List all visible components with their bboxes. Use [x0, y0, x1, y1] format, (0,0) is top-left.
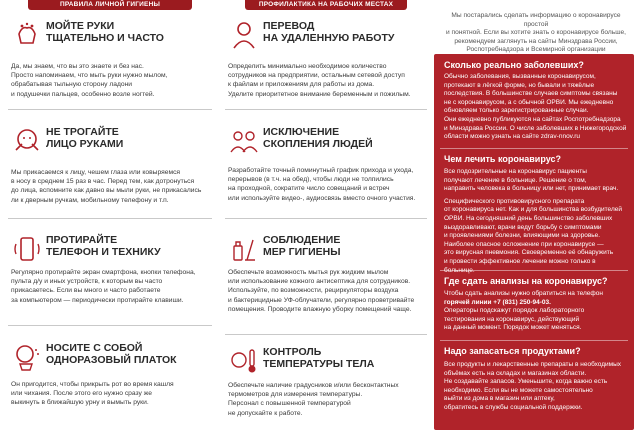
answer-line: необходимо. Если вы не можете самостоятельно [444, 386, 593, 394]
face-touch-icon [12, 126, 42, 156]
workplace-item-no-crowds [225, 120, 427, 206]
body-line: и подушечки пальцев, особенно возле ногтей. [11, 90, 155, 98]
body-line: Определить минимально необходимое количество [228, 63, 387, 70]
body-line: пульта д/у и иных устройств, к которым вы часто [11, 278, 163, 286]
body-line: не допускайте к работе. [228, 409, 303, 417]
body-line: Используйте, по возможности, рециркуляторы воздуха [228, 287, 399, 295]
body-line: термометров для измерения температуры. [228, 391, 363, 399]
left-column-header: ПРАВИЛА ЛИЧНОЙ ГИГИЕНЫ [28, 0, 192, 10]
panel-divider [440, 148, 628, 149]
hygiene-item-tissue [8, 336, 212, 426]
workplace-item-body [228, 62, 425, 99]
hotline-phone: горячей линии +7 (831) 250-94-03. [444, 298, 551, 306]
body-line: Разработайте точный поминутный график прихода и ухода, [228, 167, 414, 174]
body-line: Персонал с повышенной температурой [228, 400, 351, 408]
answer-line: не с коронавирусом, а с обычной ОРВИ. Мы ежедневно [444, 98, 614, 106]
hygiene-item-body [11, 168, 210, 205]
workplace-item-body [228, 268, 425, 314]
thermometer-icon [229, 346, 259, 376]
answer-line: Обычно заболевания, вызванные коронавирусом, [444, 73, 596, 80]
answer-line: ОРВИ. На сегодняшний день большинство заболевших [444, 214, 613, 222]
answer-line: обратитесь в службы социальной поддержки. [444, 403, 583, 411]
remote-worker-icon [229, 20, 259, 50]
answer-line: Наиболее опасное осложнение при коронавирусе — [444, 240, 604, 248]
answer-line: направить человека в больницу или нет, принимает врач. [444, 185, 619, 193]
hands-wash-icon [12, 20, 42, 50]
hygiene-item-title-line1: МОЙТЕ РУКИ [46, 20, 115, 32]
answer-line: Они ежедневно публикуются на сайтах Роспотребнадзора [444, 115, 621, 123]
faq-answer [444, 361, 628, 413]
workplace-item-title-line2: МЕР ГИГИЕНЫ [263, 246, 341, 258]
body-line: Регулярно протирайте экран смартфона, кнопки телефона, [11, 269, 196, 276]
faq-question: Где сдать анализы на коронавирус? [444, 276, 608, 286]
workplace-item-hygiene [225, 228, 427, 328]
faq-panel [434, 54, 634, 430]
answer-line: получают лечение в больнице. Решение о том, [444, 176, 587, 184]
hygiene-item-no-face [8, 120, 212, 206]
body-line: помещения. Проводите влажную уборку помещений чаще. [228, 305, 412, 313]
answer-line: на данный момент. Порядок может меняться. [444, 324, 582, 332]
answer-line: от коронавируса нет. Как и для большинства возбудителей [444, 206, 622, 214]
body-line: перерывов (в т.ч. на обед), чтобы люди не толпились [228, 176, 394, 184]
divider [225, 334, 427, 335]
body-line: в носу в среднем 15 раз в час. Перед тем, как дотронуться [11, 178, 195, 186]
workplace-item-title-line1: ИСКЛЮЧЕНИЕ [263, 126, 340, 138]
body-line: Обеспечьте возможность мытья рук жидким мылом [228, 269, 389, 276]
faq-answer [444, 290, 628, 333]
phone-wipe-icon [12, 234, 42, 264]
workplace-item-title-line1: КОНТРОЛЬ [263, 346, 322, 358]
hygiene-item-body [11, 62, 210, 99]
workplace-item-body [228, 166, 425, 203]
divider [8, 109, 212, 110]
body-line: и бактерицидные УФ-облучатели, регулярно проветривайте [228, 296, 415, 304]
body-line: сотрудников на предприятии, остальным сетевой доступ [228, 72, 405, 80]
divider [225, 218, 427, 219]
hygiene-item-title-line1: НОСИТЕ С СОБОЙ [46, 342, 143, 354]
body-line: до лица, вспомните как давно вы мыли руки, не прикасались [11, 187, 202, 195]
no-crowd-icon [229, 126, 259, 156]
body-line: прикасаетесь. Если вы много и часто работаете [11, 287, 161, 295]
body-line: к файлам и приложениям для работы из дома. [228, 81, 375, 89]
answer-line: области можно узнать на сайте zdrav-nnov.ru [444, 133, 581, 141]
workplace-item-temperature [225, 340, 427, 430]
answer-line: выздоравливают, врачи ведут борьбу с симптомами [444, 223, 602, 231]
faq-answer [444, 168, 628, 275]
intro-line: Мы постарались сделать информацию о коронавирусе простой [451, 12, 621, 28]
workplace-item-title-line2: ТЕМПЕРАТУРЫ ТЕЛА [263, 358, 375, 370]
middle-column [225, 0, 427, 417]
hygiene-item-title-line2: ОДНОРАЗОВЫЙ ПЛАТОК [46, 354, 177, 366]
body-line: за компьютером — периодически протирайте клавиши. [11, 296, 184, 304]
hygiene-item-title-line2: ТЩАТЕЛЬНО И ЧАСТО [46, 32, 164, 44]
answer-line: тестирования на коронавирус, действующий [444, 315, 580, 323]
hygiene-item-wash-hands [8, 14, 212, 100]
body-line: или используйте видео-, аудиосвязь вместо очного участия. [228, 194, 416, 202]
answer-line: Чтобы сдать анализы нужно обратиться на телефон [444, 290, 603, 297]
body-line: выкинуть в ближайшую урну и вымыть руки. [11, 399, 149, 407]
divider [225, 109, 427, 110]
answer-line: последствия. В большинстве случаев симптомы связаны [444, 90, 618, 98]
body-line: Мы прикасаемся к лицу, чешем глаза или ковыряемся [11, 169, 181, 176]
body-line: Уделите приоритетное внимание беременным и пожилым. [228, 90, 411, 98]
hygiene-item-title-line2: ЛИЦО РУКАМИ [46, 138, 124, 150]
workplace-item-title-line2: СКОПЛЕНИЯ ЛЮДЕЙ [263, 138, 373, 150]
intro-line: и понятной. Если вы хотите знать о коронавирусе больше, [445, 29, 626, 37]
answer-line: Не создавайте запасов. Уменьшите, когда важно есть [444, 378, 608, 386]
answer-line: Специфического противовирусного препарата [444, 197, 585, 205]
answer-line: и проявлениями болезни, влияющими на здоровье. [444, 232, 601, 240]
divider [8, 218, 212, 219]
answer-line: и провести эффективное лечение можно только в больнице. [444, 257, 596, 274]
faq-question: Чем лечить коронавирус? [444, 154, 561, 164]
faq-question: Надо запасаться продуктами? [444, 346, 581, 356]
answer-line: Операторы подскажут порядок лабораторного [444, 307, 585, 315]
workplace-item-title-line1: ПЕРЕВОД [263, 20, 315, 32]
answer-line: и Минздрава России. О числе заболевших в Нижегородской [444, 124, 627, 132]
body-line: или чихания. После этого его нужно сразу же [11, 390, 152, 398]
workplace-item-title-line2: НА УДАЛЕННУЮ РАБОТУ [263, 32, 395, 44]
hygiene-item-body [11, 380, 210, 408]
intro-line: рекомендуем заглянуть на сайты Минздрава России, [454, 37, 618, 45]
workplace-item-title-line1: СОБЛЮДЕНИЕ [263, 234, 341, 246]
body-line: Он пригодится, чтобы прикрыть рот во время кашля [11, 381, 174, 388]
hygiene-item-title-line1: ПРОТИРАЙТЕ [46, 234, 118, 246]
right-column [434, 0, 634, 433]
answer-line: обновляем только зарегистрированные случаи. [444, 107, 589, 115]
answer-line: протекают в лёгкой форме, но бывали и тяжёлые [444, 81, 595, 89]
left-column [8, 0, 212, 407]
middle-column-header: ПРОФИЛАКТИКА НА РАБОЧИХ МЕСТАХ [245, 0, 407, 10]
answer-line: это вирусная пневмония. Своевременно её обнаружить [444, 249, 614, 257]
body-line: обрабатывая тыльную сторону ладони [11, 81, 133, 89]
cleaning-icon [229, 234, 259, 264]
body-line: или использование кожного антисептика для сотрудников. [228, 278, 411, 286]
body-line: Да, мы знаем, что вы это знаете и без нас. [11, 63, 144, 70]
answer-line: выйти из дома в магазин или аптеку, [444, 395, 555, 403]
hygiene-item-title-line2: ТЕЛЕФОН И ТЕХНИКУ [46, 246, 161, 258]
body-line: ли к дверным ручкам, мобильному телефону и т.п. [11, 196, 169, 204]
hygiene-item-title-line1: НЕ ТРОГАЙТЕ [46, 126, 119, 138]
body-line: на проходной, сократите число совещаний и встреч [228, 185, 390, 193]
hygiene-item-body [11, 268, 210, 305]
body-line: Обеспечьте наличие градусников и/или бесконтактных [228, 382, 399, 389]
intro-line: Роспотребнадзора и Всемирной организации [466, 46, 606, 54]
panel-divider [440, 270, 628, 271]
sneeze-icon [12, 342, 42, 372]
workplace-item-remote [225, 14, 427, 104]
workplace-item-body [228, 381, 425, 418]
divider [8, 325, 212, 326]
answer-line: Все подозрительные на коронавирус пациенты [444, 168, 587, 175]
answer-line: Все продукты и лекарственные препараты в необходимых [444, 361, 622, 368]
hygiene-item-wipe-phone [8, 228, 212, 318]
panel-divider [440, 340, 628, 341]
answer-line: объёмах есть на складах и магазинах области. [444, 369, 587, 377]
faq-answer [444, 73, 628, 142]
body-line: Просто напоминаем, что мыть руки нужно мылом, [11, 72, 168, 80]
faq-question: Сколько реально заболевших? [444, 60, 584, 70]
